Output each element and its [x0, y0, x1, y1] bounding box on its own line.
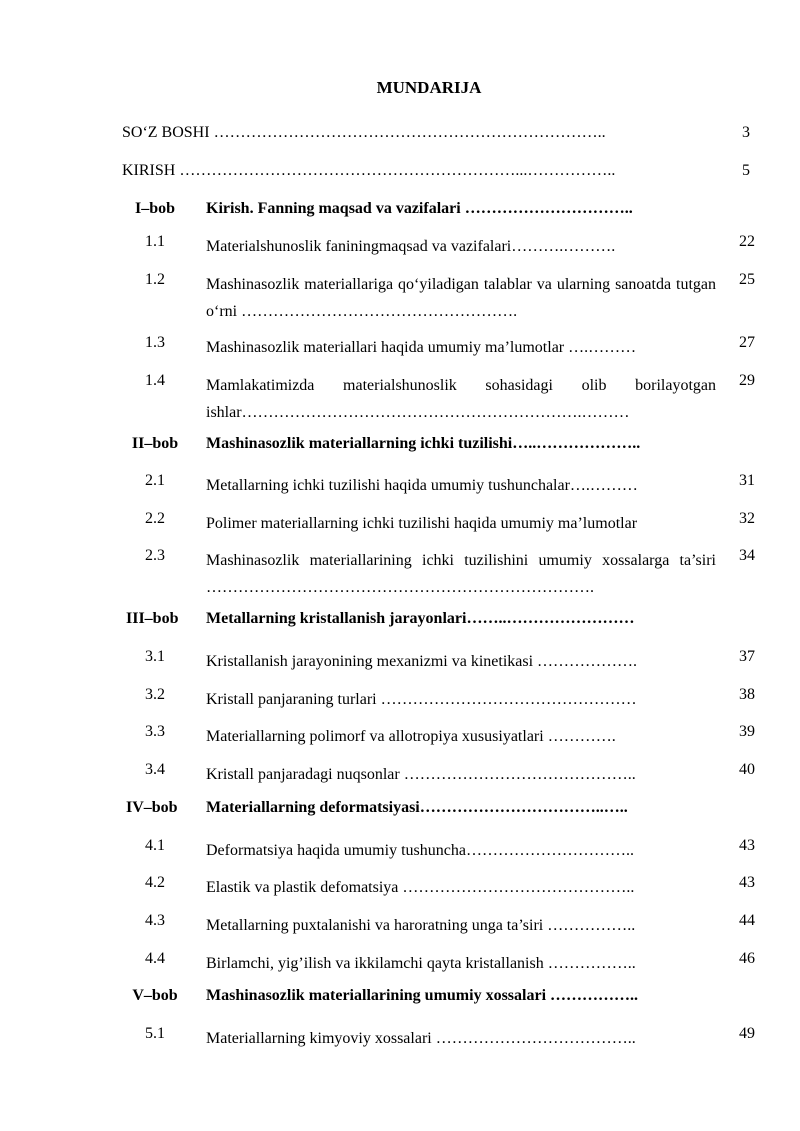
- section-number: 1.4: [145, 372, 165, 389]
- section-title: Kristall panjaradagi nuqsonlar ……………………………………..: [206, 766, 636, 783]
- chapter-number: I–bob: [134, 200, 176, 217]
- page-number: 29: [739, 372, 755, 389]
- section-number: 4.3: [145, 912, 165, 929]
- section-number: 4.2: [145, 874, 165, 891]
- section-title: Kristall panjaraning turlari …………………………………………: [206, 691, 637, 708]
- chapter-number: IV–bob: [126, 799, 178, 816]
- page-number: 34: [739, 547, 755, 564]
- toc-entry-page: 3: [742, 124, 750, 141]
- chapter-title: Materiallarning deformatsiyasi……………………………..…..: [206, 799, 628, 816]
- section-title: Birlamchi, yig’ilish va ikkilamchi qayta kristallanish ……………..: [206, 955, 636, 972]
- page-number: 49: [739, 1025, 755, 1042]
- toc-entry-text: KIRISH ………………………………………………………...……………..: [122, 162, 616, 179]
- page-number: 43: [739, 837, 755, 854]
- section-number: 3.4: [145, 761, 165, 778]
- page-number: 25: [739, 271, 755, 288]
- page-number: 43: [739, 874, 755, 891]
- section-number: 4.1: [145, 837, 165, 854]
- section-number: 2.3: [145, 547, 165, 564]
- section-number: 1.2: [145, 271, 165, 288]
- section-title: Mamlakatimizda materialshunoslik sohasidagi olib borilayotgan ishlar……………………………………………………….………: [206, 377, 716, 421]
- section-title: Mashinasozlik materiallariga qo‘yiladigan talablar va ularning sanoatda tutgan o‘rni …………………………………………….: [206, 276, 716, 320]
- section-number: 2.1: [145, 472, 165, 489]
- section-title: Elastik va plastik defomatsiya ……………………………………..: [206, 879, 635, 896]
- section-title: Materiallarning polimorf va allotropiya xususiyatlari ………….: [206, 728, 616, 745]
- page-number: 39: [739, 723, 755, 740]
- chapter-number: III–bob: [126, 610, 179, 627]
- chapter-title: Mashinasozlik materiallarining umumiy xossalari ……………..: [206, 987, 639, 1004]
- page-number: 46: [739, 950, 755, 967]
- section-number: 3.1: [145, 648, 165, 665]
- section-title: Mashinasozlik materiallari haqida umumiy ma’lumotlar ….………: [206, 339, 637, 356]
- page-title: MUNDARIJA: [376, 78, 482, 97]
- section-title: Mashinasozlik materiallarining ichki tuzilishini umumiy xossalarga ta’siri ……………………………………………………………….: [206, 552, 716, 596]
- section-number: 1.3: [145, 334, 165, 351]
- section-number: 3.2: [145, 686, 165, 703]
- page-number: 44: [739, 912, 755, 929]
- section-title: Materialshunoslik faniningmaqsad va vazifalari……….……….: [206, 238, 616, 255]
- chapter-number: II–bob: [131, 435, 179, 452]
- page-number: 38: [739, 686, 755, 703]
- section-title: Materiallarning kimyoviy xossalari ………………………………..: [206, 1030, 636, 1047]
- chapter-title: Kirish. Fanning maqsad va vazifalari …………………………..: [206, 200, 633, 217]
- section-number: 4.4: [145, 950, 165, 967]
- section-title: Polimer materiallarning ichki tuzilishi haqida umumiy ma’lumotlar: [206, 515, 638, 532]
- page-number: 27: [739, 334, 755, 351]
- chapter-title: Metallarning kristallanish jarayonlari……..……………………: [206, 610, 635, 627]
- section-number: 2.2: [145, 510, 165, 527]
- section-number: 1.1: [145, 233, 165, 250]
- chapter-title: Mashinasozlik materiallarning ichki tuzilishi…..………………..: [206, 435, 641, 452]
- page-number: 40: [739, 761, 755, 778]
- section-title: Kristallanish jarayonining mexanizmi va kinetikasi ……………….: [206, 653, 638, 670]
- chapter-number: V–bob: [132, 987, 178, 1004]
- page-number: 37: [739, 648, 755, 665]
- section-title: Deformatsiya haqida umumiy tushuncha…………………………..: [206, 842, 634, 859]
- page-number: 32: [739, 510, 755, 527]
- section-title: Metallarning puxtalanishi va haroratning unga ta’siri ……………..: [206, 917, 636, 934]
- toc-entry-page: 5: [742, 162, 750, 179]
- toc-entry-text: SO‘Z BOSHI ………………………………………………………………..: [122, 124, 606, 141]
- page-number: 31: [739, 472, 755, 489]
- section-number: 3.3: [145, 723, 165, 740]
- page-number: 22: [739, 233, 755, 250]
- section-number: 5.1: [145, 1025, 165, 1042]
- section-title: Metallarning ichki tuzilishi haqida umumiy tushunchalar….………: [206, 477, 638, 494]
